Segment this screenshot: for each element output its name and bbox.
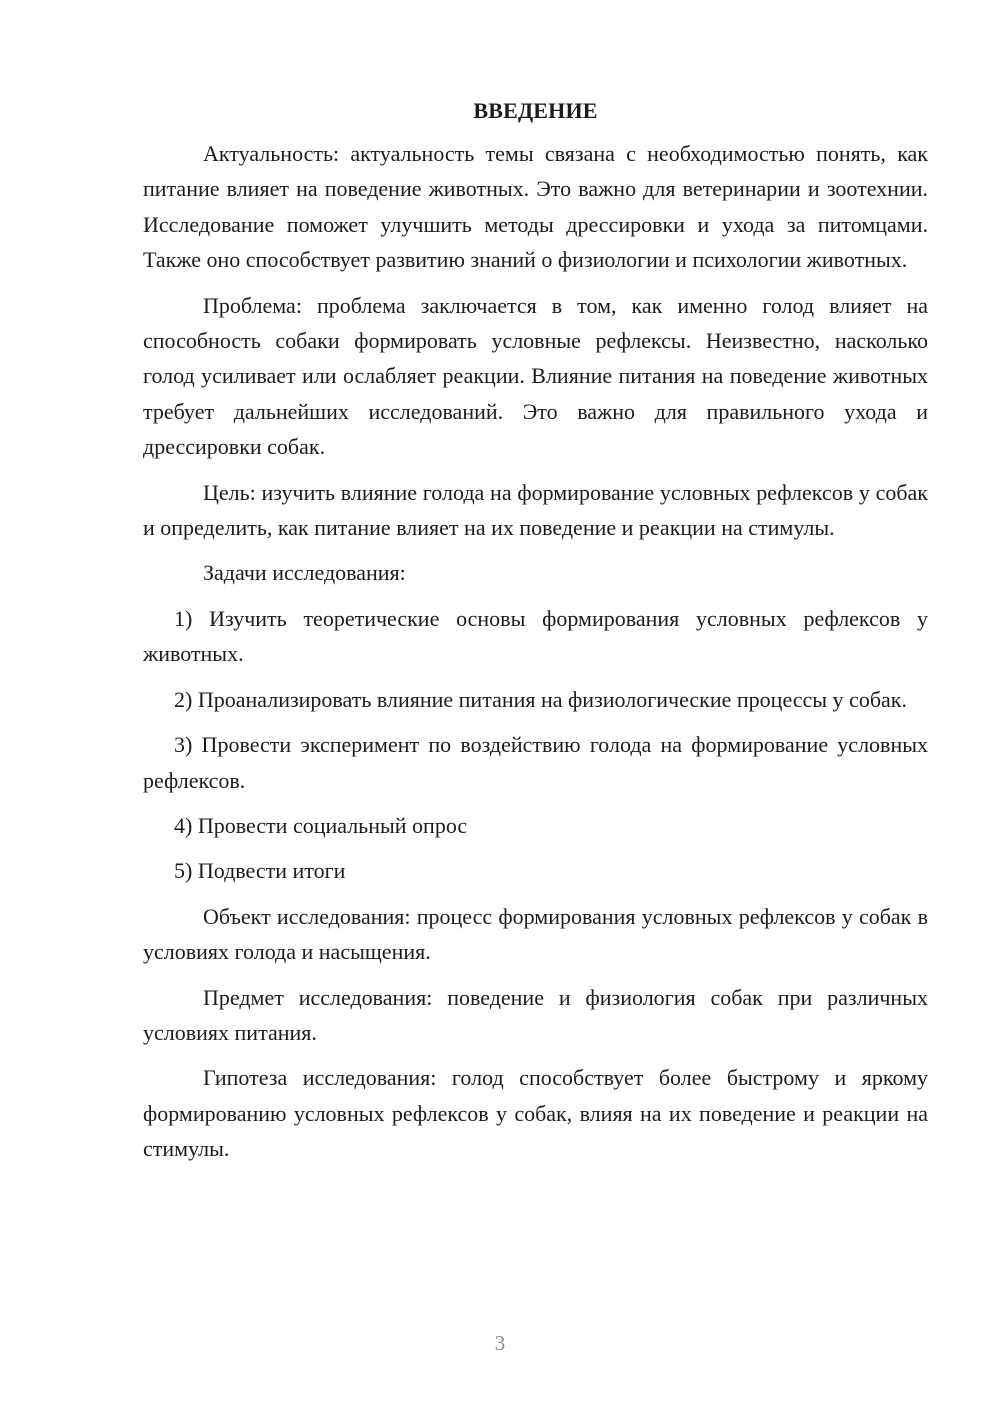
tasks-list bbox=[143, 601, 928, 889]
task-item: 3) Провести эксперимент по воздействию голода на формирование условных рефлексов. bbox=[143, 732, 928, 793]
document-page bbox=[143, 96, 928, 1177]
task-item: 5) Подвести итоги bbox=[174, 858, 346, 884]
task-item: 1) Изучить теоретические основы формирования условных рефлексов у животных. bbox=[143, 605, 928, 667]
problem-paragraph: Проблема: проблема заключается в том, как именно голод влияет на способность собаки формировать условные рефлексы. Неизвестно, насколько голод усиливает или ослабляет реакции. Влияние питания на поведение животных требует дальнейших исследований. Это важно для правильного ухода и дрессировки собак. bbox=[143, 292, 928, 460]
object-paragraph: Объект исследования: процесс формирования условных рефлексов у собак в условиях голода и насыщения. bbox=[143, 903, 928, 965]
task-item: 2) Проанализировать влияние питания на физиологические процессы у собак. bbox=[174, 686, 907, 712]
tasks-heading: Задачи исследования: bbox=[203, 560, 406, 586]
subject-paragraph: Предмет исследования: поведение и физиология собак при различных условиях питания. bbox=[143, 984, 928, 1045]
page-title: ВВЕДЕНИЕ bbox=[473, 98, 598, 123]
relevance-paragraph: Актуальность: актуальность темы связана с необходимостью понять, как питание влияет на поведение животных. Это важно для ветеринарии и зоотехнии. Исследование поможет улучшить методы дрессировки и ухода за питомцами. Также оно способствует развитию знаний о физиологии и психологии животных. bbox=[143, 141, 928, 273]
hypothesis-paragraph: Гипотеза исследования: голод способствует более быстрому и яркому формированию условных рефлексов у собак, влияя на их поведение и реакции на стимулы. bbox=[143, 1065, 928, 1162]
task-item: 4) Провести социальный опрос bbox=[174, 812, 468, 838]
page-number: 3 bbox=[494, 1331, 506, 1355]
goal-paragraph: Цель: изучить влияние голода на формирование условных рефлексов у собак и определить, как питание влияет на их поведение и реакции на стимулы. bbox=[143, 479, 928, 541]
